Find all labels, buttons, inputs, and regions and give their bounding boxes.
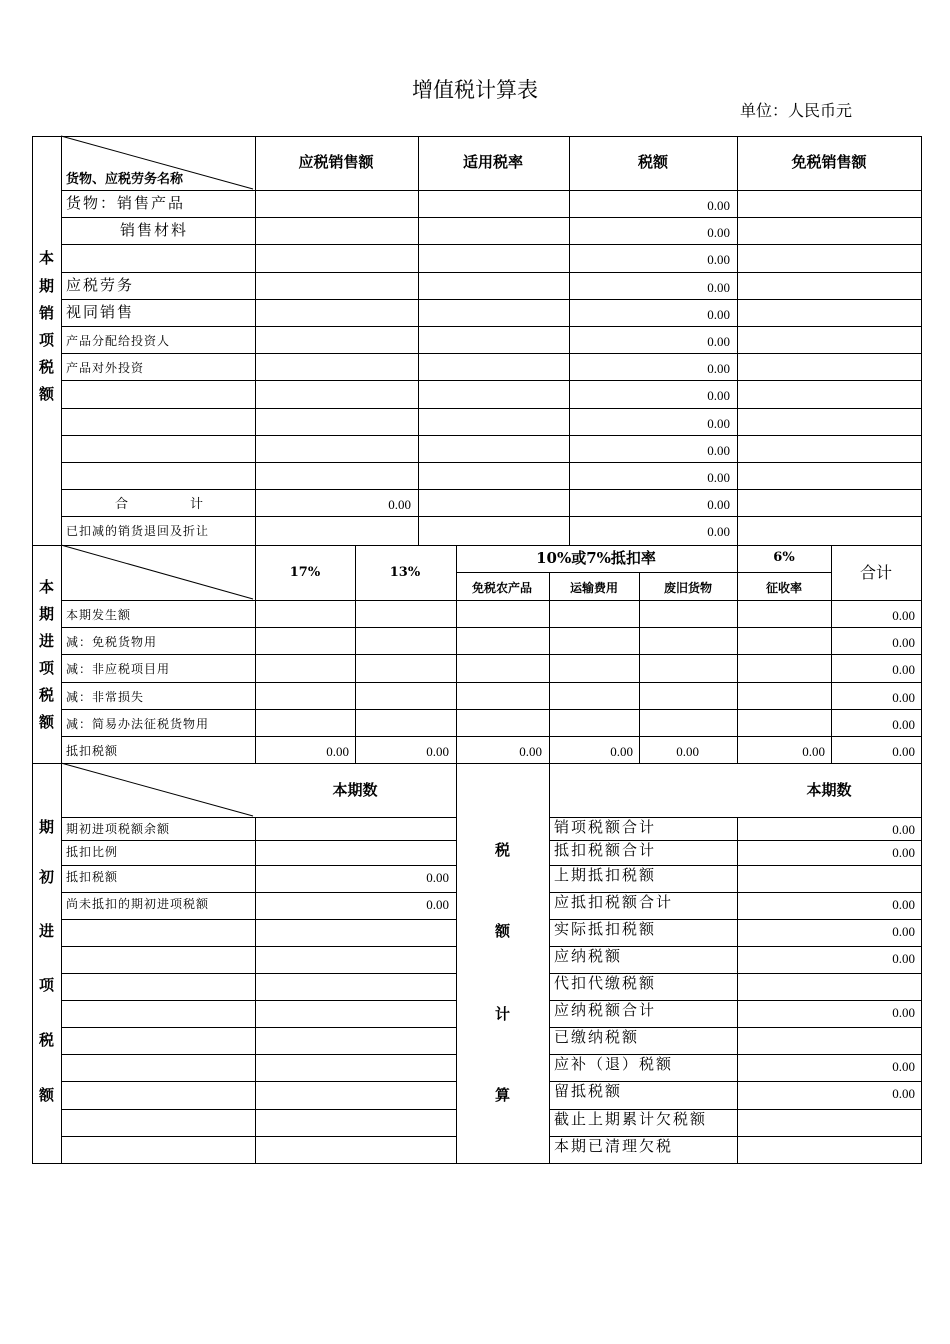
sales-row-tax: 0.00 bbox=[707, 252, 730, 268]
calc-row-label: 抵扣税额合计 bbox=[554, 841, 657, 859]
calc-row-value: 0.00 bbox=[892, 1059, 915, 1074]
input-side-label-char: 项 bbox=[39, 659, 55, 677]
sales-total-amount: 0.00 bbox=[388, 497, 411, 513]
input-deduct-value: 0.00 bbox=[802, 744, 825, 759]
calc-row-label: 应纳税额 bbox=[554, 947, 623, 965]
input-header-6: 6% bbox=[773, 550, 795, 565]
opening-side-label-char: 项 bbox=[39, 976, 55, 994]
input-side-label-char: 额 bbox=[39, 713, 55, 731]
sales-returns-label: 已扣减的销货退回及折让 bbox=[66, 524, 210, 539]
calc-side-label-char: 计 bbox=[495, 1005, 511, 1023]
input-row-label: 减：简易办法征税货物用 bbox=[66, 716, 210, 731]
calc-row-value: 0.00 bbox=[892, 951, 915, 966]
calc-row-value: 0.00 bbox=[892, 1005, 915, 1020]
input-side-label-char: 进 bbox=[39, 632, 55, 650]
opening-header-current: 本期数 bbox=[332, 781, 378, 799]
opening-row-label: 期初进项税额余额 bbox=[66, 822, 171, 836]
sales-row-label: 产品对外投资 bbox=[66, 361, 145, 376]
sales-row-label: 产品分配给投资人 bbox=[66, 334, 171, 348]
calc-row-value: 0.00 bbox=[892, 845, 915, 860]
input-header-total: 合计 bbox=[859, 563, 892, 582]
opening-row-value: 0.00 bbox=[426, 870, 449, 885]
sales-side-label-char: 本 bbox=[39, 249, 55, 267]
calc-side-label-char: 税 bbox=[495, 841, 511, 859]
input-side-label-char: 本 bbox=[39, 578, 55, 596]
opening-row-value: 0.00 bbox=[426, 897, 449, 912]
sales-row-label: 货物：销售产品 bbox=[66, 194, 186, 212]
diag-label-goods-services: 货物、应税劳务名称 bbox=[66, 172, 184, 187]
opening-side-label-char: 税 bbox=[39, 1031, 55, 1049]
sales-total-tax: 0.00 bbox=[707, 497, 730, 513]
page-title: 增值税计算表 bbox=[412, 78, 538, 102]
sales-row-tax: 0.00 bbox=[707, 415, 730, 431]
calc-row-label: 代扣代缴税额 bbox=[554, 974, 657, 992]
sales-header-2: 税额 bbox=[637, 153, 668, 171]
input-deduct-value: 0.00 bbox=[326, 744, 349, 759]
sales-side-label-char: 额 bbox=[39, 385, 55, 403]
calc-row-label: 留抵税额 bbox=[554, 1082, 623, 1100]
calc-header-current: 本期数 bbox=[806, 781, 852, 799]
sales-side-label-char: 项 bbox=[39, 331, 55, 349]
opening-side-label-char: 进 bbox=[39, 922, 55, 940]
calc-row-label: 实际抵扣税额 bbox=[554, 920, 657, 938]
sales-row-tax: 0.00 bbox=[707, 470, 730, 485]
sales-row-tax: 0.00 bbox=[707, 361, 730, 377]
opening-row-label: 抵扣税额 bbox=[66, 870, 119, 884]
input-sub-transport: 运输费用 bbox=[569, 581, 618, 595]
input-row-label: 减：免税货物用 bbox=[66, 635, 158, 650]
input-sub-free-farm: 免税农产品 bbox=[471, 581, 532, 595]
sales-row-tax: 0.00 bbox=[707, 306, 730, 322]
sales-row-tax: 0.00 bbox=[707, 279, 730, 295]
total-label-char: 计 bbox=[190, 497, 204, 513]
calc-row-value: 0.00 bbox=[892, 1086, 915, 1101]
input-row-total: 0.00 bbox=[892, 689, 915, 705]
sales-row-tax: 0.00 bbox=[707, 442, 730, 458]
sales-row-tax: 0.00 bbox=[707, 388, 730, 404]
input-side-label-char: 税 bbox=[39, 686, 55, 704]
calc-row-label: 截止上期累计欠税额 bbox=[554, 1110, 708, 1128]
input-row-total: 0.00 bbox=[892, 716, 915, 732]
input-deduct-value: 0.00 bbox=[676, 744, 699, 759]
input-sub-scrap: 废旧货物 bbox=[663, 581, 712, 595]
calc-row-label: 应抵扣税额合计 bbox=[554, 893, 674, 911]
input-side-label-char: 期 bbox=[39, 605, 55, 623]
calc-side-label-char: 额 bbox=[495, 922, 511, 940]
sales-header-0: 应税销售额 bbox=[298, 153, 374, 171]
opening-side-label-char: 期 bbox=[39, 818, 55, 836]
input-deduct-value: 0.00 bbox=[519, 744, 542, 759]
sales-row-tax: 0.00 bbox=[707, 198, 730, 213]
sales-header-1: 适用税率 bbox=[462, 153, 523, 171]
total-label-char: 合 bbox=[115, 497, 129, 513]
sales-side-label-char: 税 bbox=[39, 358, 55, 376]
calc-row-label: 应补（退）税额 bbox=[554, 1055, 674, 1073]
input-sub-levy-rate: 征收率 bbox=[765, 581, 802, 595]
opening-row-label: 抵扣比例 bbox=[66, 845, 119, 859]
sales-row-label: 销售材料 bbox=[120, 221, 189, 240]
sales-returns-tax: 0.00 bbox=[707, 524, 730, 540]
input-row-total: 0.00 bbox=[892, 608, 915, 623]
input-deduct-value: 0.00 bbox=[892, 744, 915, 759]
opening-row-label: 尚未抵扣的期初进项税额 bbox=[66, 897, 210, 911]
sales-row-tax: 0.00 bbox=[707, 225, 730, 241]
input-row-label: 减：非常损失 bbox=[66, 689, 145, 704]
sales-row-label: 应税劳务 bbox=[66, 275, 135, 294]
calc-row-label: 销项税额合计 bbox=[554, 818, 657, 836]
calc-row-label: 上期抵扣税额 bbox=[554, 866, 657, 884]
input-header-13: 13% bbox=[389, 565, 421, 580]
calc-side-label-char: 算 bbox=[495, 1086, 511, 1104]
calc-row-label: 应纳税额合计 bbox=[554, 1001, 657, 1019]
input-row-label: 减：非应税项目用 bbox=[66, 662, 171, 677]
currency-unit: 单位：人民币元 bbox=[740, 103, 853, 120]
sales-row-tax: 0.00 bbox=[707, 334, 730, 349]
calc-row-label: 本期已清理欠税 bbox=[554, 1137, 674, 1155]
input-row-label: 本期发生额 bbox=[66, 608, 132, 622]
input-header-17: 17% bbox=[289, 565, 321, 580]
sales-row-label: 视同销售 bbox=[66, 302, 135, 321]
sales-side-label-char: 销 bbox=[39, 304, 55, 322]
input-deduct-value: 0.00 bbox=[610, 744, 633, 759]
opening-side-label-char: 额 bbox=[39, 1086, 55, 1104]
input-deduct-value: 0.00 bbox=[426, 744, 449, 759]
input-row-total: 0.00 bbox=[892, 635, 915, 651]
calc-row-label: 已缴纳税额 bbox=[554, 1028, 640, 1046]
sales-header-3: 免税销售额 bbox=[791, 153, 867, 171]
opening-side-label-char: 初 bbox=[39, 868, 55, 886]
calc-row-value: 0.00 bbox=[892, 897, 915, 912]
calc-row-value: 0.00 bbox=[892, 822, 915, 837]
sales-side-label-char: 期 bbox=[39, 277, 55, 295]
input-deduct-label: 抵扣税额 bbox=[66, 744, 119, 758]
input-row-total: 0.00 bbox=[892, 662, 915, 678]
input-header-deduction-rate: 10%或7%抵扣率 bbox=[536, 549, 656, 567]
calc-row-value: 0.00 bbox=[892, 924, 915, 939]
